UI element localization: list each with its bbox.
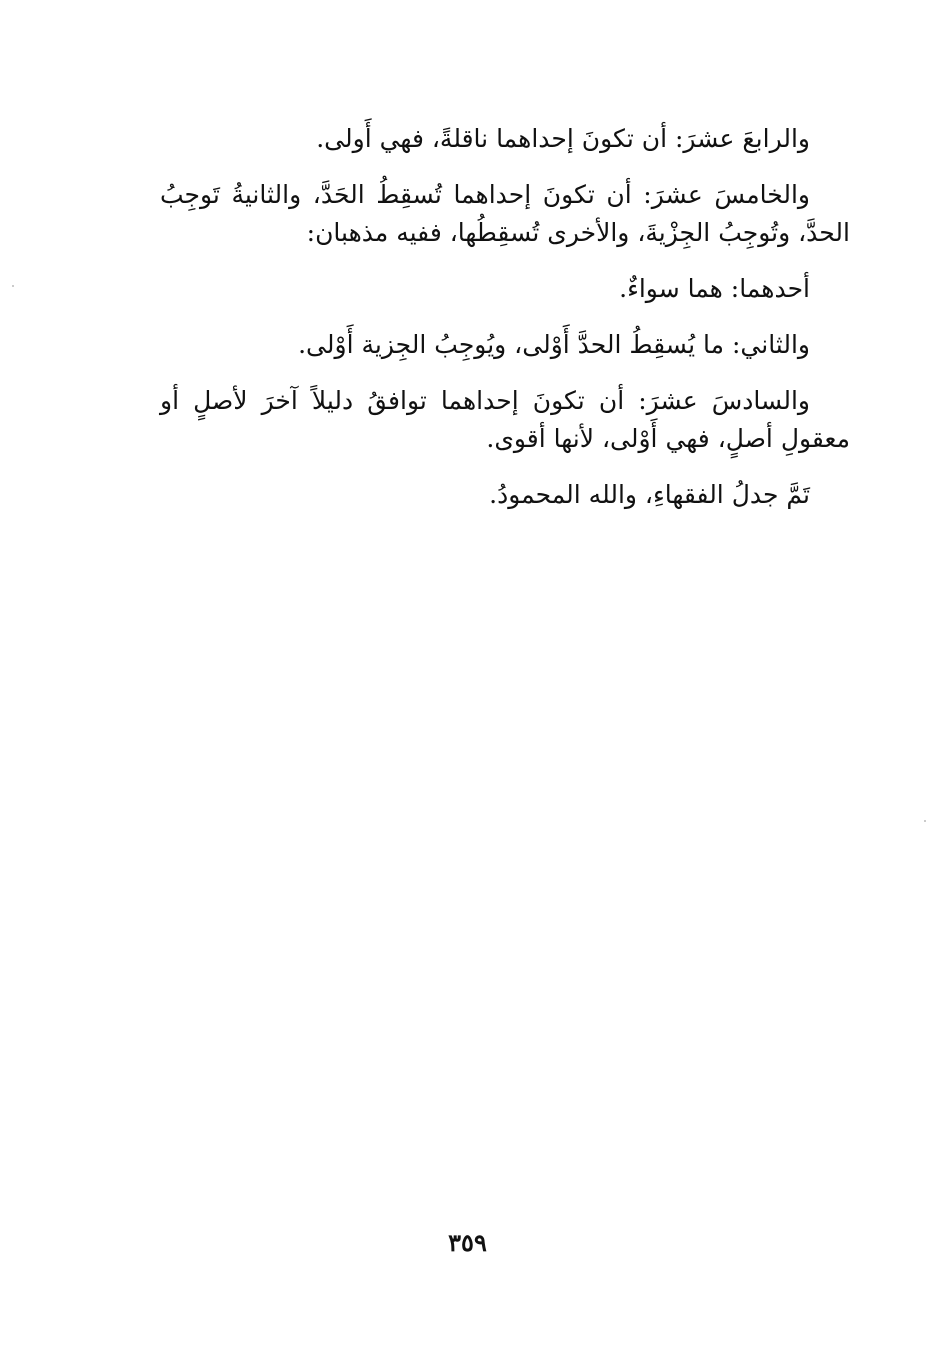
scan-speck — [12, 285, 14, 287]
paragraph-sixteenth-rule: والسادسَ عشرَ: أن تكونَ إحداهما توافقُ دليلاً آخرَ لأصلٍ أو معقولِ أصلٍ، فهي أَوْلى، لأنها أقوى. — [160, 386, 850, 453]
scan-speck — [924, 820, 926, 822]
paragraph-closing: تَمَّ جدلُ الفقهاءِ، والله المحمودُ. — [489, 480, 810, 509]
paragraph-fourteenth-rule: والرابعَ عشرَ: أن تكونَ إحداهما ناقلةً، فهي أَولى. — [316, 124, 810, 153]
paragraph-fifteenth-rule: والخامسَ عشرَ: أن تكونَ إحداهما تُسقِطُ الحَدَّ، والثانيةُ تَوجِبُ الحدَّ، وتُوجِبُ الجِزْيةَ، والأخرى تُسقِطُها، ففيه مذهبان: — [160, 180, 850, 247]
paragraph-first-opinion: أحدهما: هما سواءٌ. — [619, 274, 810, 303]
paragraph-second-opinion: والثاني: ما يُسقِطُ الحدَّ أَوْلى، ويُوجِبُ الجِزية أَوْلى. — [298, 330, 810, 359]
body-text — [160, 120, 850, 532]
page-number: ٣٥٩ — [448, 1228, 487, 1257]
